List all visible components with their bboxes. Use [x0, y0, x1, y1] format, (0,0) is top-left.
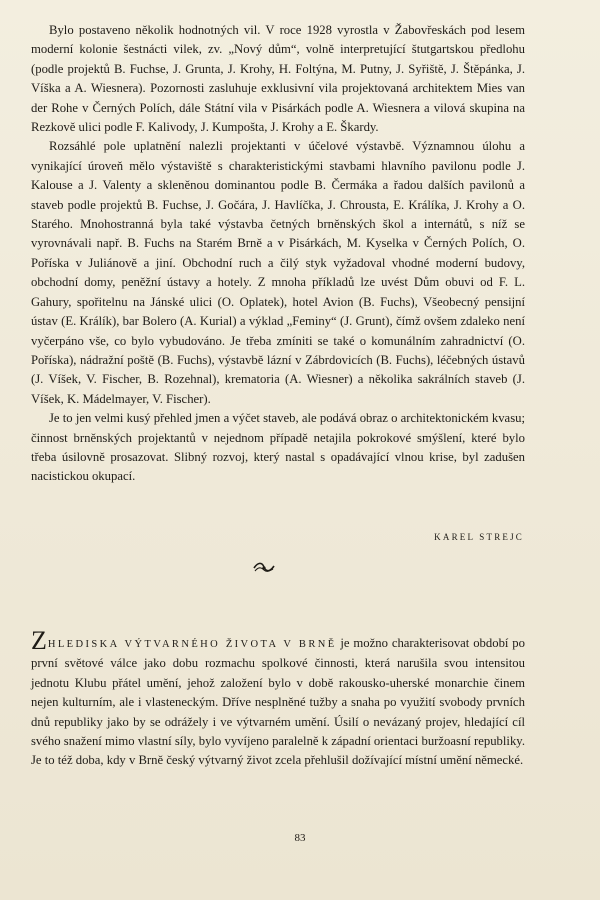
drop-cap: Z: [31, 626, 47, 655]
paragraph: Bylo postaveno několik hodnotných vil. V roce 1928 vyrostla v Žabovřeskách pod lesem moderní kolonie šestnácti vilek, zv. „Nový dům“, volně interpretující štutgartskou předlohu (podle projektů B. Fuchse, J. Grunta, J. Krohy, H. Foltýna, M. Putny, J. Syřiště, J. Štěpánka, J. Víška a A. Wiesnera). Pozornosti zasluhuje exklusivní vila projektovaná architektem Mies van der Rohe v Černých Polích, dále Státní vila v Pisárkách podle A. Wiesnera a vilová skupina na Rezkově ulici podle F. Kalivody, J. Kumpošta, J. Krohy a E. Škardy.: [31, 23, 525, 135]
lead-in-small-caps: HLEDISKA VÝTVARNÉHO ŽIVOTA V BRNĚ: [47, 639, 337, 650]
author-signature: KAREL STREJC: [434, 532, 524, 542]
page-number: 83: [294, 832, 306, 844]
article-art-life: [31, 626, 525, 771]
article-architecture: [31, 21, 525, 487]
fleuron-ornament-icon: [252, 559, 276, 575]
paragraph: Rozsáhlé pole uplatnění nalezli projektanti v účelové výstavbě. Významnou úlohu a vynikající úroveň mělo výstaviště s charakteristickými stavbami hlavního pavilonu podle J. Kalouse a J. Valenty a skleněnou dominantou podle B. Čermáka a řadou dalších pavilonů a staveb podle projektů B. Fuchse, J. Gočára, J. Havlíčka, J. Chrousta, E. Králíka, J. Krohy a O. Starého. Mnohostranná byla také výstavba četných brněnských škol a internátů, s níž se vyrovnávali např. B. Fuchs na Starém Brně a v Pisárkách, M. Kyselka v Černých Polích, O. Poříska v Juliánově a jiní. Obchodní ruch a čilý styk vyžadoval vhodné moderní budovy, obchodní domy, peněžní ústavy a hotely. Z mnoha příkladů lze uvést Dům obuvi od F. L. Gahury, spořitelnu na Jánské ulici (O. Oplatek), hotel Avion (B. Fuchs), Všeobecný pensijní ústav (E. Králík), bar Bolero (A. Kurial) a výklad „Feminy“ (J. Grunt), čímž ovšem zdaleko není vyčerpáno vše, co bylo vybudováno. Je třeba zmíniti se také o komunálním zahradnictví (O. Poříska), nádražní poště (B. Fuchs), výstavbě lázní v Zábrdovicích (B. Fuchs), léčebných ústavů (J. Víšek, V. Fischer, B. Rozehnal), krematoria (A. Wiesner) a několika sakrálních staveb (J. Víšek, K. Mádelmayer, V. Fischer).: [31, 139, 525, 406]
paragraph: Je to jen velmi kusý přehled jmen a výčet staveb, ale podává obraz o architektonickém kvasu; činnost brněnských projektantů v nejednom případě netajila pokrokové smýšlení, které bylo třeba úsilovně prosazovat. Slibný rozvoj, který nastal s opadávající vlnou krise, byl zadušen nacistickou okupací.: [31, 411, 525, 484]
paragraph: [31, 626, 525, 771]
paragraph-body: je možno charakterisovat období po první světové válce jako dobu rozmachu spolkové činnosti, která narušila svou intensitou jednotu Klubu přátel umění, jehož založení bylo v době rakousko-uherské monarchie činem nejen kulturním, ale i vlasteneckým. Dříve nesplněné tužby a snaha po využití svobody prvních dnů republiky jako by se odrážely i ve výtvarném umění. Úsilí o nevázaný projev, hledající cíl svého snažení mimo vlastní síly, bylo vyvíjeno paralelně k západní orientaci buržoasní republiky. Je to též doba, kdy v Brně český výtvarný život zcela přehlušil dožívající místní umění německé.: [31, 636, 525, 768]
